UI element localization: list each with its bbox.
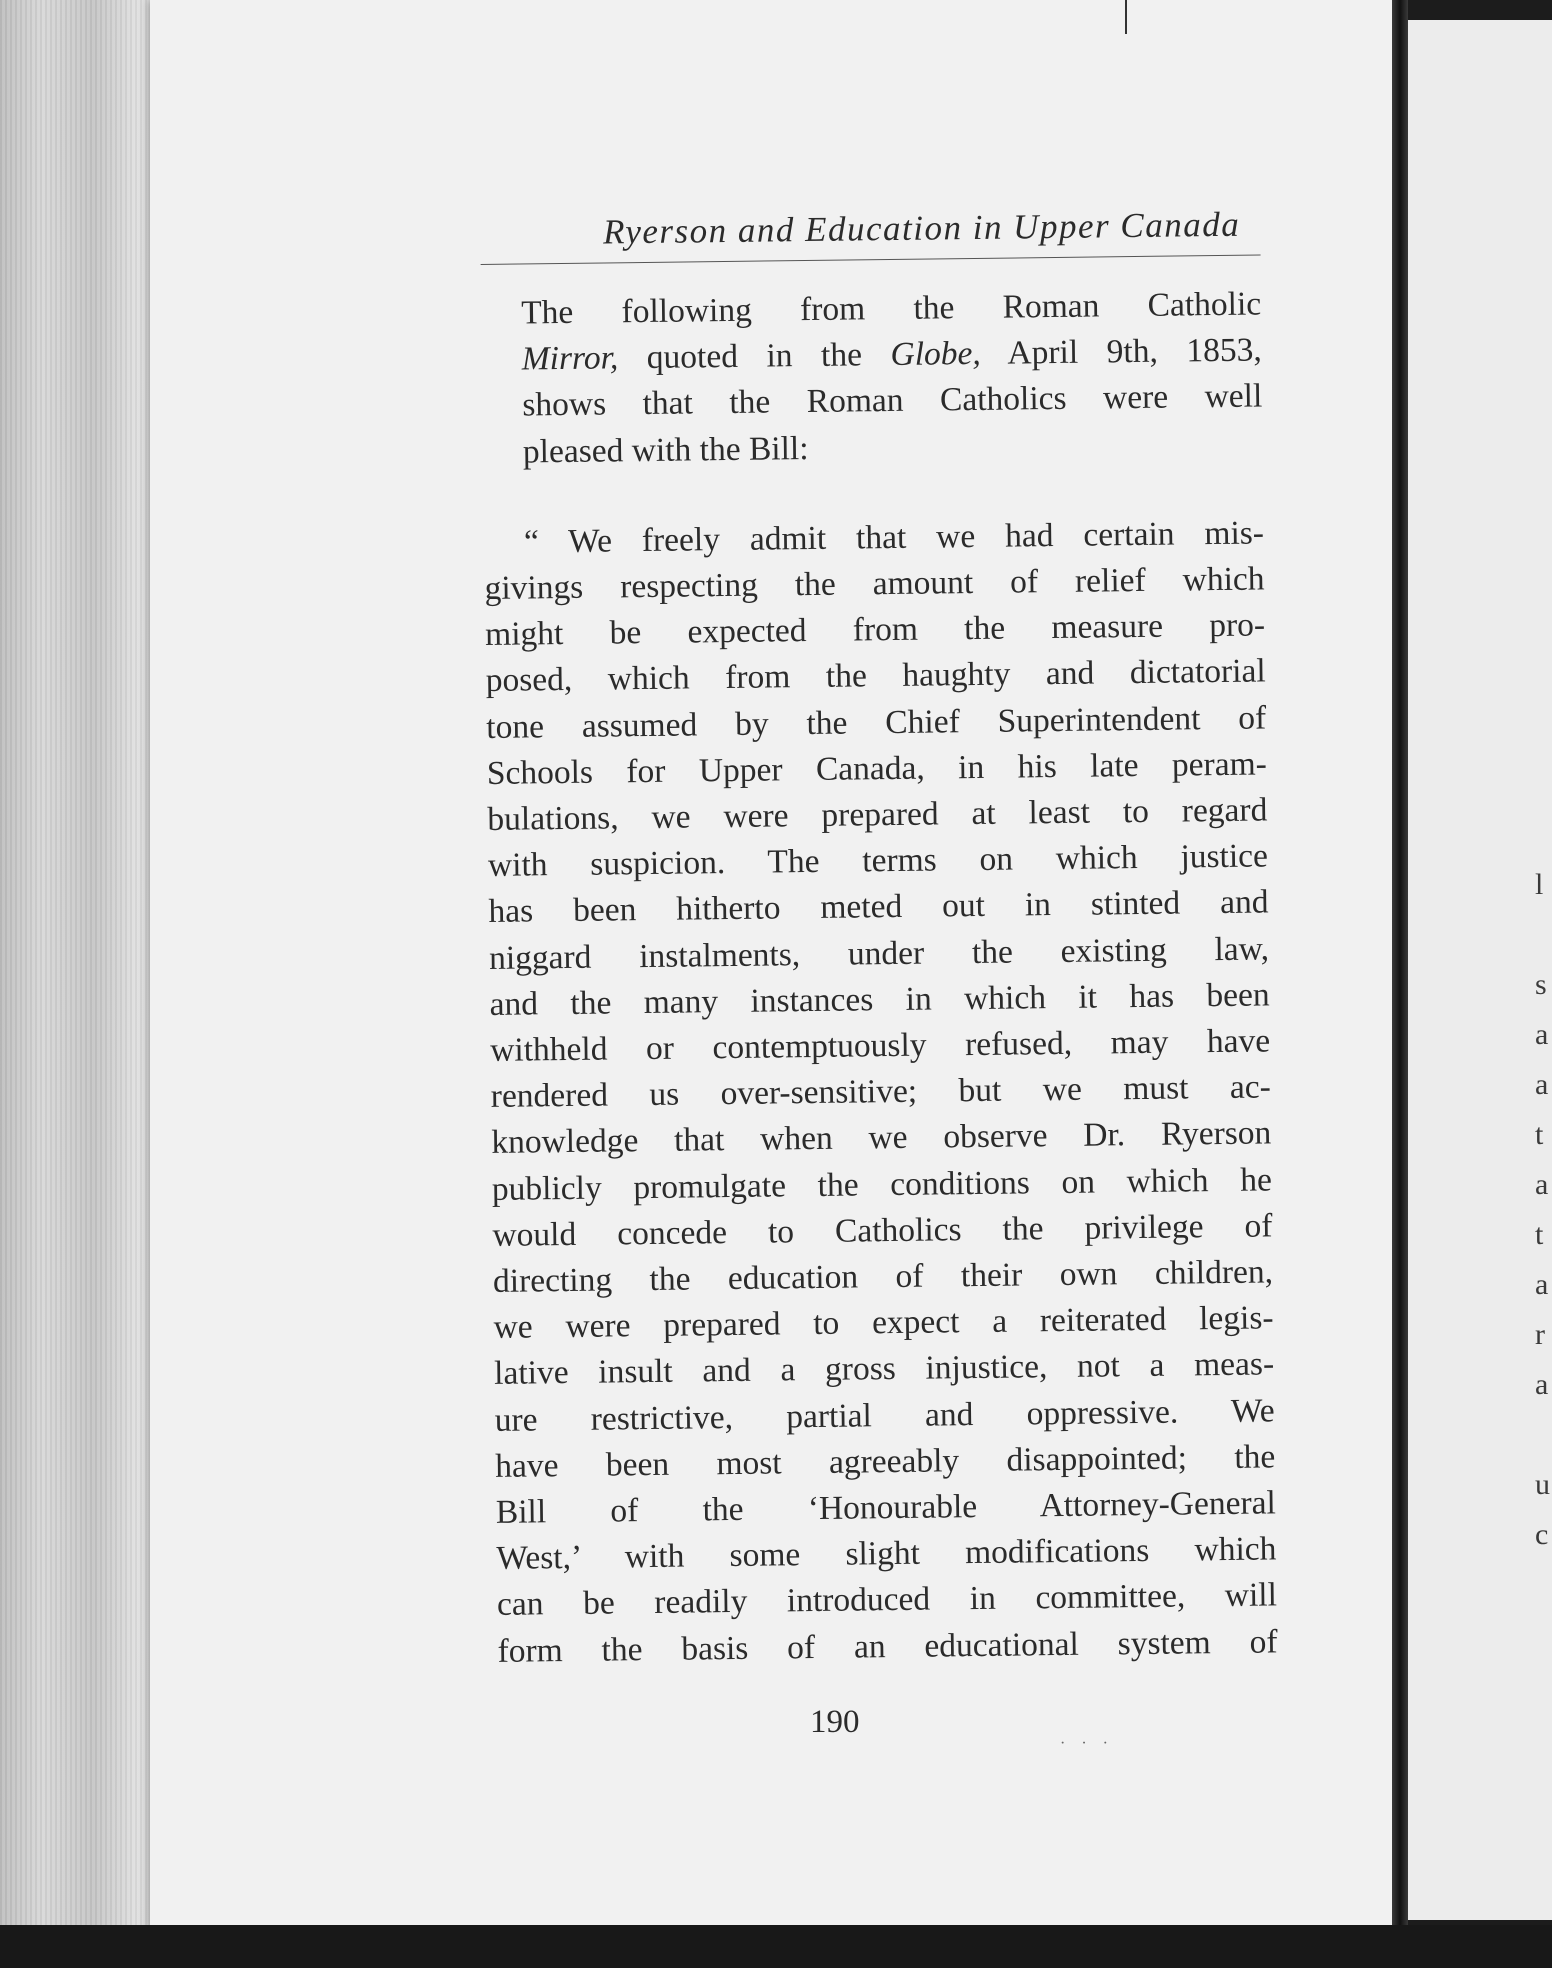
facing-letter: t xyxy=(1535,1218,1544,1251)
quote-line: form the basis of an educational system of xyxy=(497,1623,1278,1670)
facing-letter xyxy=(1535,1410,1552,1460)
quote-line: withheld or contemptuously refused, may have xyxy=(489,1022,1271,1069)
facing-letter: a xyxy=(1535,1168,1549,1201)
running-head: Ryerson and Education in Upper Canada xyxy=(480,204,1261,265)
quote-line: might be expected from the measure pro- xyxy=(484,606,1266,654)
facing-letter: a xyxy=(1535,1068,1549,1101)
page-number: 190 xyxy=(810,1704,860,1740)
facing-letter: u xyxy=(1535,1468,1550,1501)
quote-line: publicly promulgate the conditions on which he xyxy=(491,1161,1273,1208)
quote-line: ure restrictive, partial and oppressive. We xyxy=(494,1392,1275,1439)
quote-line: tone assumed by the Chief Superintendent of xyxy=(486,699,1267,746)
scan-mark xyxy=(1125,0,1127,34)
quote-line: givings respecting the amount of relief which xyxy=(484,560,1265,607)
quote-line: niggard instalments, under the existing law, xyxy=(488,930,1270,977)
quote-line: bulations, we were prepared at least to regard xyxy=(487,791,1268,838)
quote-line: “ We freely admit that we had certain mis- xyxy=(523,514,1265,561)
facing-letter: t xyxy=(1535,1118,1544,1151)
text-block xyxy=(480,204,1278,1674)
intro-line: shows that the Roman Catholics were well xyxy=(522,377,1263,424)
quote-line: has been hitherto meted out in stinted and xyxy=(488,883,1269,931)
quote-line: Schools for Upper Canada, in his late peram- xyxy=(486,745,1268,792)
quote-line: West,’ with some slight modifications which xyxy=(496,1530,1277,1578)
intro-line: The following from the Roman Catholic xyxy=(520,285,1262,332)
quote-line: with suspicion. The terms on which justice xyxy=(487,837,1269,885)
quote-line: can be readily introduced in committee, will xyxy=(496,1576,1278,1624)
quote-line: knowledge that when we observe Dr. Ryerson xyxy=(491,1114,1272,1162)
quote-line: we were prepared to expect a reiterated legis- xyxy=(493,1299,1274,1347)
scan-specks: · · · xyxy=(1060,1735,1114,1752)
quote-line: have been most agreeably disappointed; the xyxy=(495,1438,1276,1485)
book-gutter xyxy=(1392,0,1408,1968)
facing-letter: a xyxy=(1535,1018,1549,1051)
quote-line: rendered us over-sensitive; but we must ac- xyxy=(490,1068,1271,1116)
facing-letter: l xyxy=(1535,868,1544,901)
intro-line: Mirror, quoted in the Globe, April 9th, 1853, xyxy=(521,331,1262,378)
bottom-shadow xyxy=(0,1925,1552,1968)
quote-line: would concede to Catholics the privilege of xyxy=(492,1207,1273,1254)
quote-line: lative insult and a gross injustice, not a meas- xyxy=(493,1345,1275,1393)
facing-letter xyxy=(1535,910,1552,960)
intro-line: pleased with the Bill: xyxy=(522,429,809,471)
mirror-title: Mirror, xyxy=(521,339,619,378)
globe-title: Globe, xyxy=(890,335,981,374)
facing-page-letters xyxy=(1535,860,1552,1560)
quote-line: Bill of the ‘Honourable Attorney-General xyxy=(495,1484,1277,1531)
quote-line: and the many instances in which it has been xyxy=(489,976,1270,1023)
quote-paragraph xyxy=(484,510,1278,1675)
intro-paragraph xyxy=(481,281,1263,475)
quote-line: posed, which from the haughty and dictatorial xyxy=(485,652,1266,700)
facing-letter: r xyxy=(1535,1318,1545,1351)
facing-letter: a xyxy=(1535,1268,1549,1301)
facing-letter: s xyxy=(1535,968,1547,1001)
quote-line: directing the education of their own children, xyxy=(492,1253,1274,1300)
page-edges xyxy=(0,0,170,1968)
facing-letter: c xyxy=(1535,1518,1549,1551)
facing-letter: a xyxy=(1535,1368,1549,1401)
facing-page xyxy=(1408,20,1552,1920)
